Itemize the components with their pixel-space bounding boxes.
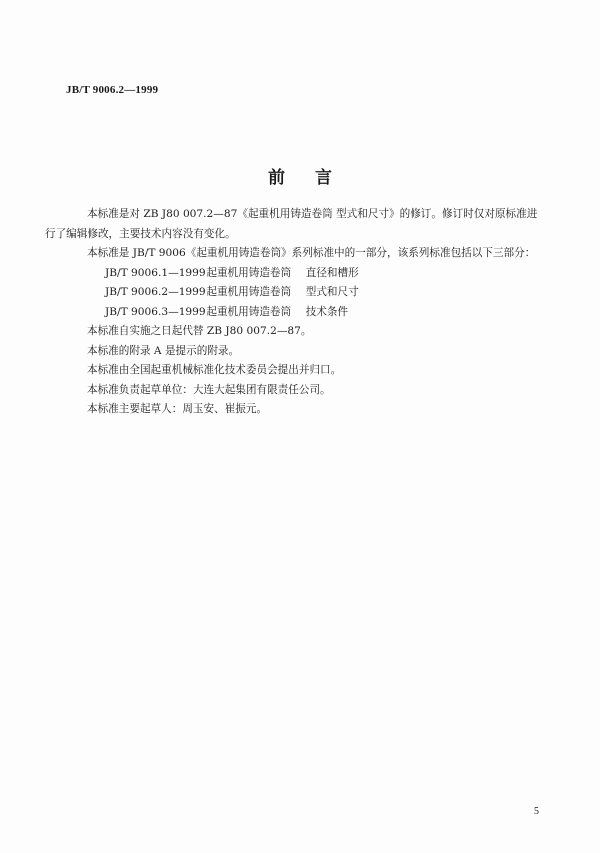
statement-replacement: 本标准自实施之日起代替 ZB J80 007.2—87。 bbox=[87, 325, 312, 337]
standard-code: JB/T 9006.2—1999 bbox=[66, 84, 159, 96]
statement-proposer: 本标准由全国起重机械标准化技术委员会提出并归口。 bbox=[87, 364, 342, 376]
series-part: 技术条件 bbox=[305, 305, 349, 318]
paragraph-revision-line1: 本标准是对 ZB J80 007.2—87《起重机用铸造卷筒 型式和尺寸》的修订。修订时仅对原标准进 bbox=[87, 208, 538, 220]
page-title bbox=[0, 163, 600, 188]
series-code: JB/T 9006.1—1999 bbox=[105, 266, 206, 279]
statement-drafters: 本标准主要起草人：周玉安、崔振元。 bbox=[87, 403, 268, 415]
foreword-body bbox=[45, 205, 544, 420]
paragraph-revision bbox=[45, 205, 544, 244]
paragraph-series-line1: 本标准是 JB/T 9006《起重机用铸造卷筒》系列标准中的一部分，该系列标准包括以下三部分： bbox=[87, 247, 536, 259]
series-list-item bbox=[66, 303, 544, 323]
series-name: 起重机用铸造卷筒 bbox=[206, 305, 292, 318]
series-code: JB/T 9006.3—1999 bbox=[105, 305, 206, 318]
paragraph-revision-line2: 行了编辑修改，主要技术内容没有变化。 bbox=[45, 227, 236, 240]
series-list-item bbox=[66, 264, 544, 284]
series-name: 起重机用铸造卷筒 bbox=[206, 286, 292, 298]
page-number: 5 bbox=[534, 806, 539, 817]
series-name: 起重机用铸造卷筒 bbox=[206, 266, 292, 279]
series-part: 型式和尺寸 bbox=[305, 286, 359, 298]
statement-drafting-unit: 本标准负责起草单位：大连大起集团有限责任公司。 bbox=[87, 383, 331, 396]
series-code: JB/T 9006.2—1999 bbox=[105, 286, 206, 298]
series-list-item bbox=[66, 283, 544, 303]
statement-annex: 本标准的附录 A 是提示的附录。 bbox=[87, 344, 240, 357]
title-char-2: 言 bbox=[315, 168, 332, 188]
paragraph-series bbox=[66, 244, 544, 264]
series-part: 直径和槽形 bbox=[305, 266, 359, 279]
title-char-1: 前 bbox=[268, 168, 285, 188]
